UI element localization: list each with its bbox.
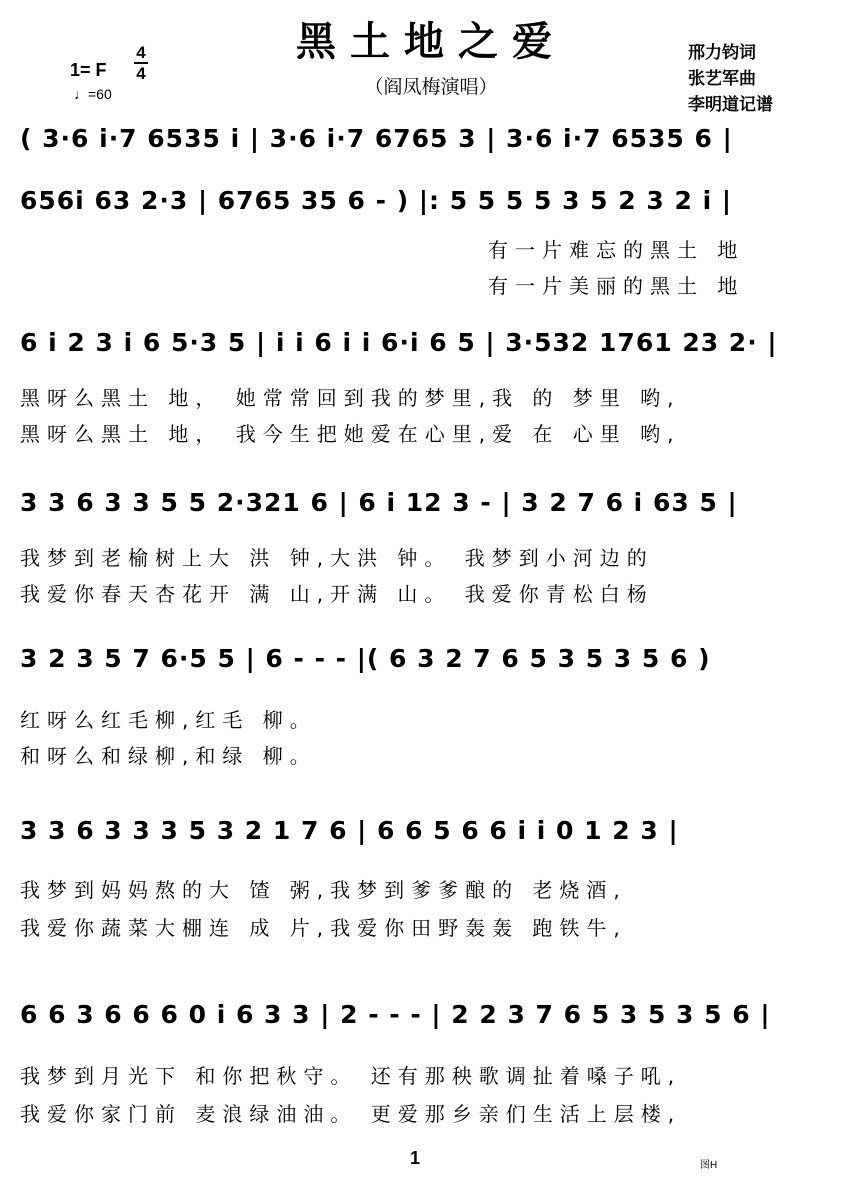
notation-line-3: 6 i 2 3 i 6 5·3 5 | i i 6 i i 6·i 6 5 | 3·532 1761 23 2· | <box>20 328 778 357</box>
page-number: 1 <box>410 1148 421 1168</box>
lyric-line-6b: 我爱你蔬菜大棚连 成 片,我爱你田野轰轰 跑铁牛, <box>20 916 627 940</box>
lyricist-credit: 邢力钧词 <box>688 43 756 63</box>
meter-bottom: 4 <box>136 64 146 83</box>
lyric-line-5b: 和呀么和绿柳,和绿 柳。 <box>20 744 317 768</box>
song-title: 黑土地之爱 <box>296 19 566 65</box>
notation-line-7: 6 6 3 6 6 6 0 i 6 3 3 | 2 - - - | 2 2 3 7 6 5 3 5 3 5 6 | <box>20 1000 771 1029</box>
lyric-line-7b: 我爱你家门前 麦浪绿油油。 更爱那乡亲们生活上层楼, <box>20 1102 682 1126</box>
lyric-line-2b: 有一片美丽的黑土 地 <box>488 274 745 298</box>
tempo-mark: ♩=60 <box>74 86 112 102</box>
singer-credit: （阎凤梅演唱） <box>364 76 498 98</box>
composer-credit: 张艺军曲 <box>688 69 756 89</box>
notation-line-1: ( 3·6 i·7 6535 i | 3·6 i·7 6765 3 | 3·6 i·7 6535 6 | <box>20 124 733 153</box>
lyric-line-7a: 我梦到月光下 和你把秋守。 还有那秧歌调扯着嗓子吼, <box>20 1064 682 1088</box>
lyric-line-2a: 有一片难忘的黑土 地 <box>488 238 745 262</box>
corner-watermark: 图H <box>700 1160 718 1171</box>
meter-top: 4 <box>136 43 146 62</box>
notation-line-6: 3 3 6 3 3 3 5 3 2 1 7 6 | 6 6 5 6 6 i i 0 1 2 3 | <box>20 816 679 845</box>
lyric-line-3a: 黑呀么黑土 地， 她常常回到我的梦里,我 的 梦里 哟, <box>20 386 681 410</box>
key-signature: 1= F <box>70 60 107 80</box>
lyric-line-5a: 红呀么红毛柳,红毛 柳。 <box>20 708 317 732</box>
transcriber-credit: 李明道记谱 <box>688 95 773 115</box>
lyric-line-4a: 我梦到老榆树上大 洪 钟,大洪 钟。 我梦到小河边的 <box>20 546 654 570</box>
lyric-line-3b: 黑呀么黑土 地， 我今生把她爱在心里,爱 在 心里 哟, <box>20 422 681 446</box>
notation-line-5: 3 2 3 5 7 6·5 5 | 6 - - - |( 6 3 2 7 6 5 3 5 3 5 6 ) <box>20 644 711 673</box>
notation-line-2: 656i 63 2·3 | 6765 35 6 - ) |: 5 5 5 5 3 5 2 3 2 i | <box>20 186 732 215</box>
lyric-line-4b: 我爱你春天杏花开 满 山,开满 山。 我爱你青松白杨 <box>20 582 654 606</box>
lyric-line-6a: 我梦到妈妈熬的大 馇 粥,我梦到爹爹酿的 老烧酒, <box>20 878 627 902</box>
notation-line-4: 3 3 6 3 3 5 5 2·321 6 | 6 i 12 3 - | 3 2 7 6 i 63 5 | <box>20 488 738 517</box>
time-signature <box>134 44 148 82</box>
